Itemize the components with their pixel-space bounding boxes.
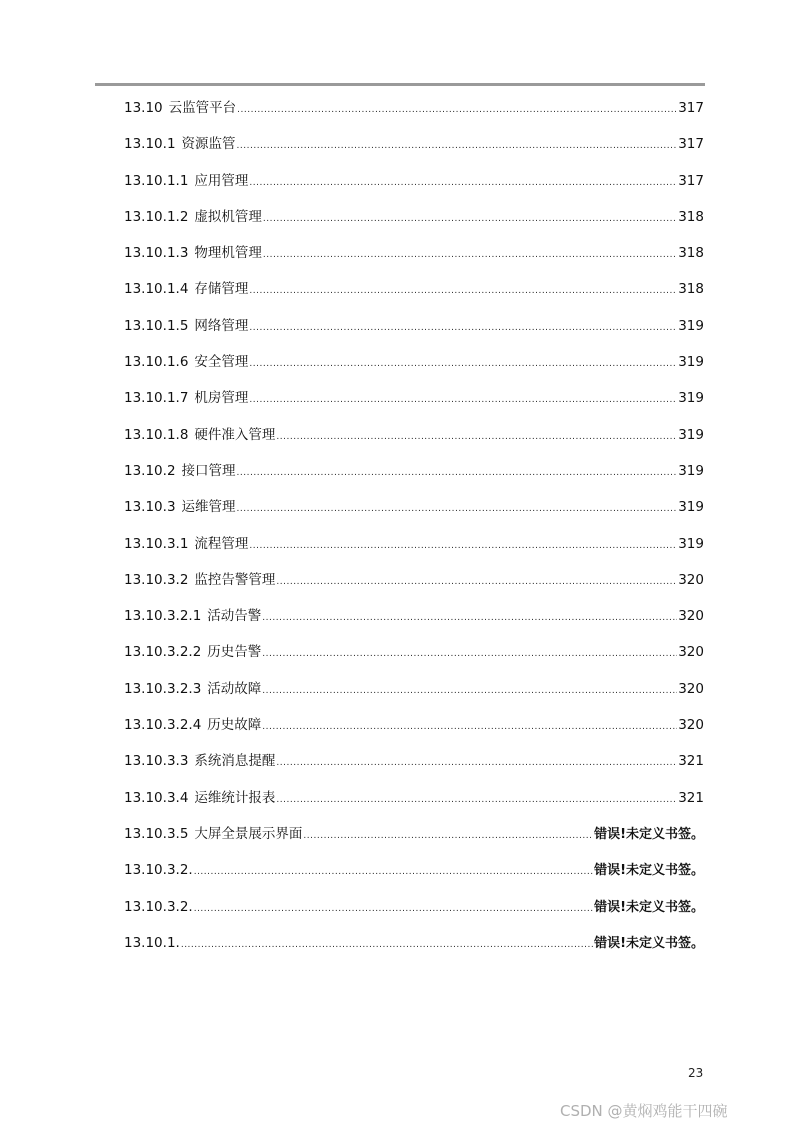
toc-entry-number: 13.10.3.2.1 bbox=[124, 608, 202, 625]
toc-entry[interactable] bbox=[124, 715, 704, 751]
toc-entry-title: 历史故障 bbox=[207, 717, 262, 734]
toc-entry-page: 321 bbox=[678, 789, 704, 806]
toc-dot-leader bbox=[263, 245, 677, 265]
toc-entry-number: 13.10.1.2 bbox=[124, 208, 189, 225]
toc-entry-title: 机房管理 bbox=[194, 390, 249, 407]
toc-entry-number: 13.10.3.2. bbox=[124, 862, 193, 879]
toc-entry-title: 接口管理 bbox=[181, 462, 236, 479]
toc-entry[interactable] bbox=[124, 788, 704, 824]
toc-entry-title: 系统消息提醒 bbox=[194, 753, 276, 770]
toc-entry-page: 错误!未定义书签。 bbox=[594, 863, 704, 879]
toc-entry[interactable] bbox=[124, 497, 704, 533]
toc-entry-number: 13.10.1 bbox=[124, 136, 176, 153]
toc-entry-number: 13.10.3.2.3 bbox=[124, 680, 202, 697]
toc-entry-number: 13.10.3.2. bbox=[124, 898, 193, 915]
toc-entry-page: 319 bbox=[678, 535, 704, 552]
toc-entry-page: 320 bbox=[678, 717, 704, 734]
toc-entry-page: 错误!未定义书签。 bbox=[594, 826, 704, 842]
toc-entry-title: 云监管平台 bbox=[168, 100, 237, 116]
toc-entry-number: 13.10.1.5 bbox=[124, 317, 189, 334]
toc-dot-leader bbox=[276, 790, 677, 810]
toc-dot-leader bbox=[194, 899, 593, 919]
toc-entry-number: 13.10.3.5 bbox=[124, 825, 189, 842]
toc-entry-page: 321 bbox=[678, 753, 704, 770]
toc-entry[interactable] bbox=[124, 171, 704, 207]
toc-entry[interactable] bbox=[124, 824, 704, 860]
toc-entry-page: 320 bbox=[678, 680, 704, 697]
toc-entry-page: 319 bbox=[678, 390, 704, 407]
toc-entry-page: 319 bbox=[678, 499, 704, 516]
toc-entry[interactable] bbox=[124, 279, 704, 315]
toc-dot-leader bbox=[262, 608, 677, 628]
toc-entry[interactable] bbox=[124, 352, 704, 388]
toc-dot-leader bbox=[262, 681, 677, 701]
toc-dot-leader bbox=[194, 862, 593, 882]
toc-entry[interactable] bbox=[124, 751, 704, 787]
toc-entry-number: 13.10.1.1 bbox=[124, 172, 189, 189]
toc-entry-title: 网络管理 bbox=[194, 317, 249, 334]
toc-entry-page: 317 bbox=[678, 100, 704, 116]
toc-entry-page: 318 bbox=[678, 281, 704, 298]
toc-dot-leader bbox=[237, 499, 678, 519]
toc-dot-leader bbox=[276, 427, 677, 447]
toc-entry-title: 硬件准入管理 bbox=[194, 426, 276, 443]
toc-entry-number: 13.10.1. bbox=[124, 934, 180, 951]
toc-entry-page: 错误!未定义书签。 bbox=[594, 935, 704, 951]
toc-entry-title: 监控告警管理 bbox=[194, 571, 276, 588]
toc-dot-leader bbox=[249, 281, 677, 301]
toc-dot-leader bbox=[237, 100, 677, 120]
toc-entry-title: 资源监管 bbox=[181, 136, 236, 153]
toc-entry-title: 运维统计报表 bbox=[194, 789, 276, 806]
toc-entry[interactable] bbox=[124, 388, 704, 424]
toc-entry-number: 13.10.3.2.4 bbox=[124, 717, 202, 734]
toc-entry-number: 13.10.3.4 bbox=[124, 789, 189, 806]
toc-entry-title: 流程管理 bbox=[194, 535, 249, 552]
toc-entry-page: 319 bbox=[678, 426, 704, 443]
toc-dot-leader bbox=[237, 136, 678, 156]
toc-entry-page: 318 bbox=[678, 245, 704, 262]
header-rule bbox=[95, 83, 705, 86]
toc-entry-page: 319 bbox=[678, 354, 704, 371]
toc-entry-number: 13.10.2 bbox=[124, 462, 176, 479]
toc-dot-leader bbox=[249, 536, 677, 556]
toc-dot-leader bbox=[237, 463, 678, 483]
toc-entry[interactable] bbox=[124, 933, 704, 969]
toc-entry-page: 317 bbox=[678, 136, 704, 153]
toc-entry[interactable] bbox=[124, 98, 704, 134]
toc-entry[interactable] bbox=[124, 461, 704, 497]
toc-entry-page: 错误!未定义书签。 bbox=[594, 899, 704, 915]
toc-entry-page: 317 bbox=[678, 172, 704, 189]
toc-entry-page: 318 bbox=[678, 208, 704, 225]
toc-entry-title: 历史告警 bbox=[207, 644, 262, 661]
toc-dot-leader bbox=[262, 717, 677, 737]
toc-entry[interactable] bbox=[124, 897, 704, 933]
toc-entry-title: 物理机管理 bbox=[194, 245, 262, 262]
page-number: 23 bbox=[688, 1066, 704, 1080]
toc-entry[interactable] bbox=[124, 134, 704, 170]
toc-entry-title: 安全管理 bbox=[194, 354, 249, 371]
toc-dot-leader bbox=[249, 354, 677, 374]
toc-entry-title: 活动故障 bbox=[207, 680, 262, 697]
toc-entry-number: 13.10.1.7 bbox=[124, 390, 189, 407]
toc-entry-number: 13.10.3 bbox=[124, 499, 176, 516]
toc-dot-leader bbox=[276, 572, 677, 592]
toc-entry-title: 存储管理 bbox=[194, 281, 249, 298]
toc-entry-number: 13.10.1.6 bbox=[124, 354, 189, 371]
toc-entry-title: 虚拟机管理 bbox=[194, 208, 262, 225]
toc-entry-page: 320 bbox=[678, 571, 704, 588]
toc-entry[interactable] bbox=[124, 534, 704, 570]
toc-dot-leader bbox=[181, 935, 593, 955]
toc-entry-title: 活动告警 bbox=[207, 608, 262, 625]
toc-entry-number: 13.10.1.8 bbox=[124, 426, 189, 443]
toc-dot-leader bbox=[262, 644, 677, 664]
toc-dot-leader bbox=[303, 826, 593, 846]
toc-entry[interactable] bbox=[124, 860, 704, 896]
toc-entry[interactable] bbox=[124, 207, 704, 243]
toc-entry[interactable] bbox=[124, 425, 704, 461]
toc-entry[interactable] bbox=[124, 570, 704, 606]
toc-entry-number: 13.10.3.1 bbox=[124, 535, 189, 552]
toc-dot-leader bbox=[249, 173, 677, 193]
toc-entry-page: 320 bbox=[678, 608, 704, 625]
toc-entry-number: 13.10.3.2 bbox=[124, 571, 189, 588]
toc-entry-page: 319 bbox=[678, 317, 704, 334]
toc-entry-number: 13.10.1.4 bbox=[124, 281, 189, 298]
toc-entry-number: 13.10.3.3 bbox=[124, 753, 189, 770]
toc-dot-leader bbox=[263, 209, 677, 229]
toc-entry[interactable] bbox=[124, 606, 704, 642]
toc-entry-title: 大屏全景展示界面 bbox=[194, 825, 303, 842]
toc-entry-page: 320 bbox=[678, 644, 704, 661]
toc-entry-number: 13.10 bbox=[124, 100, 163, 116]
table-of-contents bbox=[124, 98, 704, 969]
toc-entry-title: 运维管理 bbox=[181, 499, 236, 516]
toc-entry-number: 13.10.1.3 bbox=[124, 245, 189, 262]
toc-entry[interactable] bbox=[124, 679, 704, 715]
toc-dot-leader bbox=[249, 318, 677, 338]
toc-entry-page: 319 bbox=[678, 462, 704, 479]
toc-entry-title: 应用管理 bbox=[194, 172, 249, 189]
watermark: CSDN @黄焖鸡能干四碗 bbox=[560, 1102, 728, 1120]
toc-dot-leader bbox=[276, 753, 677, 773]
toc-entry[interactable] bbox=[124, 642, 704, 678]
toc-entry-number: 13.10.3.2.2 bbox=[124, 644, 202, 661]
toc-entry[interactable] bbox=[124, 243, 704, 279]
toc-entry[interactable] bbox=[124, 316, 704, 352]
toc-dot-leader bbox=[249, 390, 677, 410]
